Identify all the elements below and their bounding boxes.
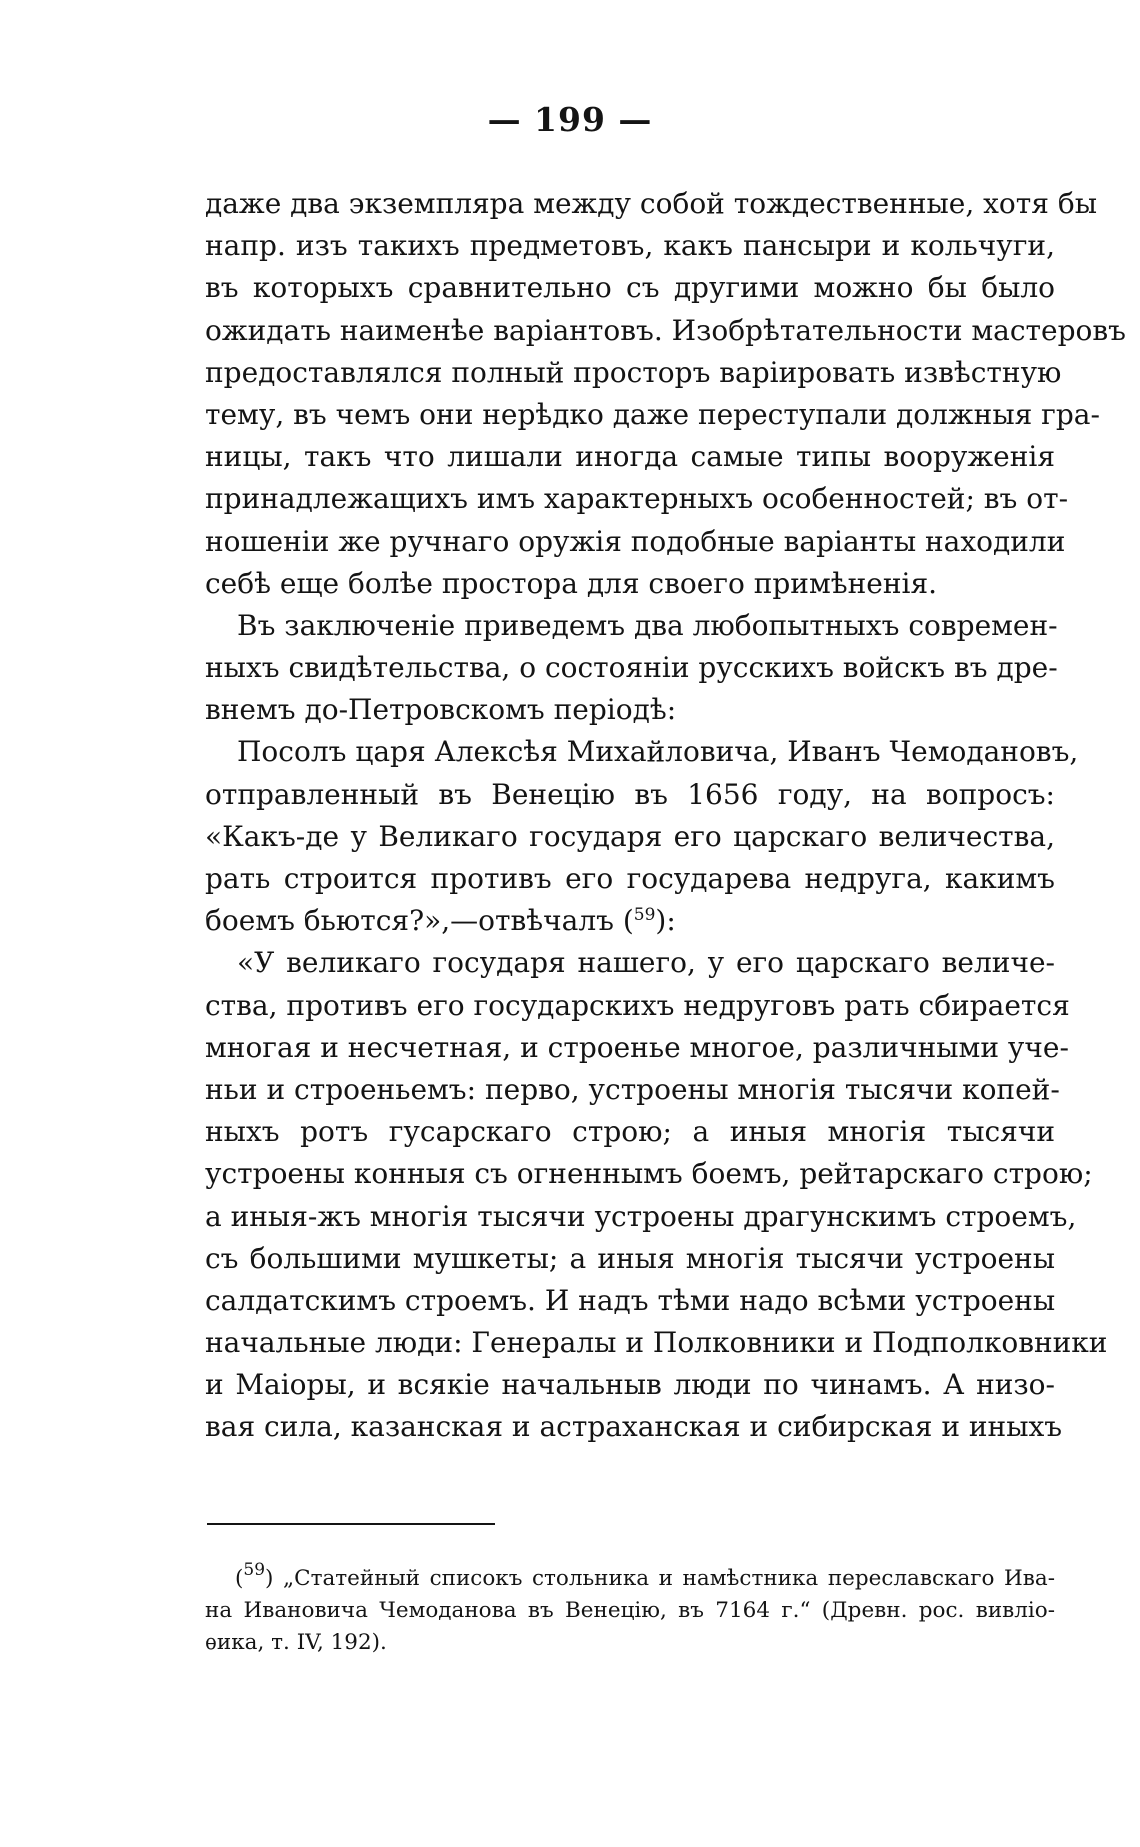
text-segment: ):	[655, 904, 676, 938]
footnote-divider	[207, 1523, 495, 1525]
text-line: ницы, такъ что лишали иногда самые типы вооруженiя	[205, 440, 1055, 474]
text-line: многая и несчетная, и строенье многое, различными уче-	[205, 1030, 1069, 1064]
text-line: ства, противъ его государскихъ недруговъ рать сбирается	[205, 988, 1070, 1022]
text-line: даже два экземпляра между собой тождественные, хотя бы	[205, 187, 1097, 220]
text-line: рать строится противъ его государева недруга, какимъ	[205, 862, 1055, 895]
text-line: и Маiоры, и всякiе начальныв люди по чинамъ. А низо-	[205, 1368, 1055, 1402]
text-line: а иныя-жъ многiя тысячи устроены драгунскимъ строемъ,	[205, 1199, 1077, 1233]
text-line: внемъ до-Петровскомъ перiодѣ:	[205, 693, 677, 727]
footnote-marker-59: 59	[243, 1560, 266, 1580]
text-line: салдатскимъ строемъ. И надъ тѣми надо всѣми устроены	[205, 1283, 1056, 1317]
text-line: въ которыхъ сравнительно съ другими можно бы было	[205, 271, 1055, 305]
page-number: — 199 —	[487, 100, 653, 139]
footnote-ref-59: 59	[633, 905, 656, 926]
text-segment: ) „Статейный списокъ стольника и намѣстника переславскаго Ива-	[265, 1566, 1055, 1591]
footnote-line	[205, 1560, 1055, 1595]
text-line-with-footnote-ref	[205, 900, 1055, 942]
text-segment: (	[235, 1566, 244, 1591]
text-line: ньи и строеньемъ: перво, устроены многiя тысячи копей-	[205, 1072, 1060, 1106]
text-line: предоставлялся полный просторъ варiировать извѣстную	[205, 355, 1062, 389]
text-line: ныхъ ротъ гусарскаго строю; а иныя многiя тысячи	[205, 1115, 1055, 1149]
text-line: напр. изъ такихъ предметовъ, какъ пансыри и кольчуги,	[205, 229, 1055, 263]
text-line: съ большими мушкеты; а иныя многiя тысячи устроены	[205, 1241, 1055, 1275]
paragraph-start-line: «У великаго государя нашего, у его царскаго величе-	[237, 946, 1055, 980]
text-line: отправленный въ Венецiю въ 1656 году, на вопросъ:	[205, 777, 1055, 811]
paragraph-start-line: Посолъ царя Алексѣя Михайловича, Иванъ Чемодановъ,	[237, 735, 1079, 769]
text-segment: боемъ бьются?»,—отвѣчалъ (	[205, 904, 634, 938]
text-line: «Какъ-де у Великаго государя его царскаго величества,	[205, 819, 1055, 853]
text-line: себѣ еще болѣе простора для своего примѣненiя.	[205, 566, 938, 600]
body-text	[205, 183, 1126, 1449]
footnote	[205, 1560, 1055, 1659]
text-line: ныхъ свидѣтельства, о состоянiи русскихъ войскъ въ дре-	[205, 651, 1058, 685]
footnote-line: на Ивановича Чемоданова въ Венецiю, въ 7164 г.“ (Древн. рос. вивлiо-	[205, 1598, 1055, 1623]
footnote-line: ѳика, т. IV, 192).	[205, 1630, 387, 1655]
text-line: устроены конныя съ огненнымъ боемъ, рейтарскаго строю;	[205, 1157, 1093, 1191]
text-line: вая сила, казанская и астраханская и сибирская и иныхъ	[205, 1410, 1063, 1444]
text-line: тему, въ чемъ они нерѣдко даже переступали должныя гра-	[205, 397, 1100, 431]
text-line: ношенiи же ручнаго оружiя подобные варiанты находили	[205, 524, 1066, 558]
text-line: начальные люди: Генералы и Полковники и Подполковники	[205, 1326, 1108, 1360]
text-line: ожидать наименѣе варiантовъ. Изобрѣтательности мастеровъ	[205, 313, 1126, 347]
text-line: принадлежащихъ имъ характерныхъ особенностей; въ от-	[205, 482, 1069, 516]
paragraph-start-line: Въ заключенiе приведемъ два любопытныхъ современ-	[237, 608, 1058, 642]
